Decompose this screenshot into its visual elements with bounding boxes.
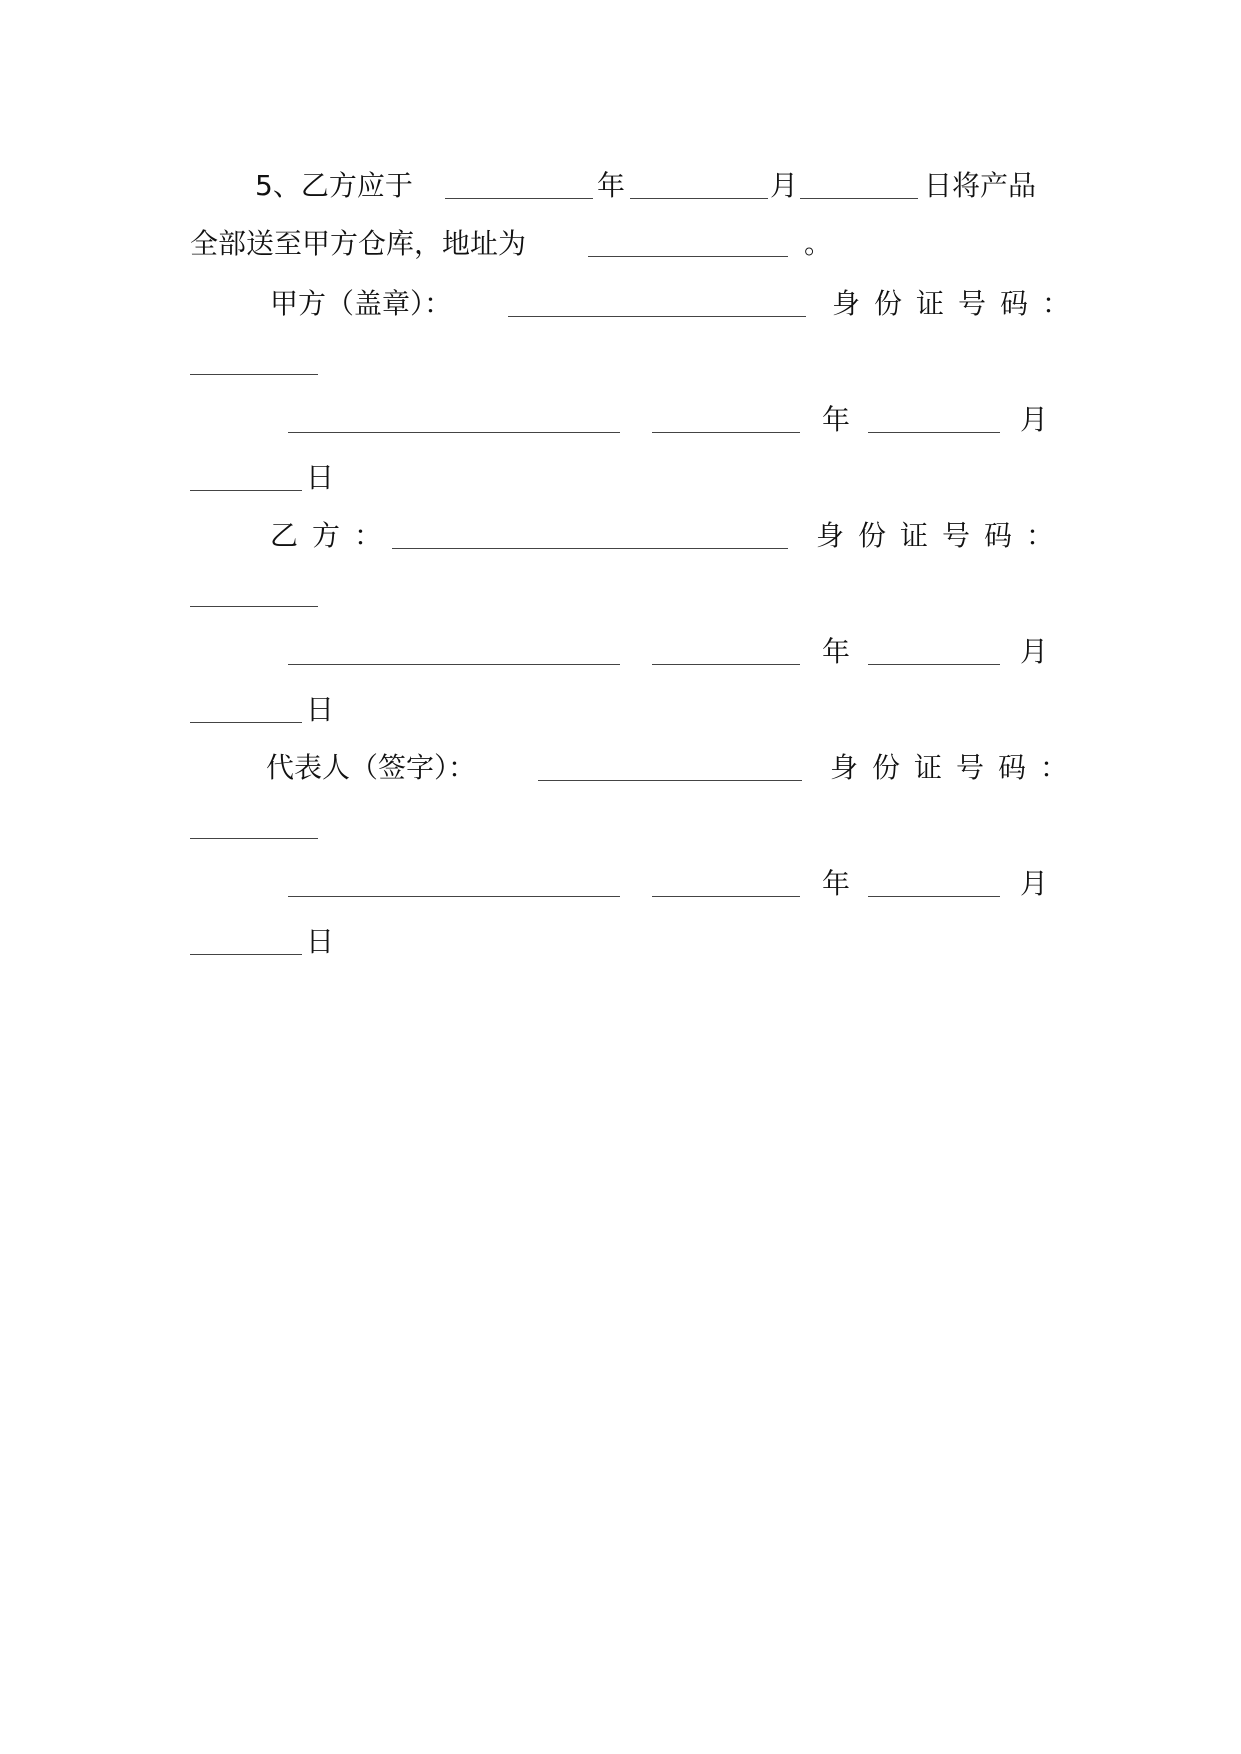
party-a-year-blank	[652, 432, 800, 433]
clause5-year-blank	[445, 198, 593, 199]
party-a-id-label: 身份证号码：	[832, 287, 1085, 320]
representative-sign2-blank	[288, 896, 620, 897]
clause5-address-blank	[588, 256, 788, 257]
party-b-month-blank	[868, 664, 1000, 665]
clause5-text-start: 5、乙方应于	[255, 169, 413, 202]
clause5-day-blank	[800, 198, 918, 199]
party-b-name-blank	[392, 548, 788, 549]
representative-id-label: 身份证号码：	[830, 751, 1083, 784]
clause5-month-label: 月	[770, 169, 799, 202]
party-a-seal-blank	[508, 316, 806, 317]
party-b-id-label: 身份证号码：	[816, 519, 1069, 552]
clause5-year-label: 年	[597, 169, 626, 202]
party-b-year-blank	[652, 664, 800, 665]
party-b-day-label: 日	[306, 693, 335, 726]
clause5-month-blank	[630, 198, 768, 199]
party-a-month-blank	[868, 432, 1000, 433]
party-b-year-label: 年	[822, 635, 851, 668]
party-b-sign-blank	[288, 664, 620, 665]
clause5-line2-text: 全部送至甲方仓库，地址为	[190, 227, 527, 260]
representative-day-blank	[190, 954, 302, 955]
party-b-month-label: 月	[1020, 635, 1049, 668]
clause5-rest: 日将产品	[924, 169, 1037, 202]
party-a-day-label: 日	[306, 461, 335, 494]
representative-year-blank	[652, 896, 800, 897]
clause5-line2-end: 。	[804, 227, 833, 260]
representative-sign-blank	[538, 780, 802, 781]
representative-month-label: 月	[1020, 867, 1049, 900]
party-a-day-blank	[190, 490, 302, 491]
party-a-id-blank	[190, 374, 318, 375]
representative-id-blank	[190, 838, 318, 839]
party-b-label: 乙方：	[270, 519, 397, 552]
representative-day-label: 日	[306, 925, 335, 958]
representative-year-label: 年	[822, 867, 851, 900]
party-b-day-blank	[190, 722, 302, 723]
representative-label: 代表人（签字）：	[266, 751, 477, 784]
party-a-year-label: 年	[822, 403, 851, 436]
party-a-label: 甲方（盖章）：	[270, 287, 453, 320]
party-a-month-label: 月	[1020, 403, 1049, 436]
party-a-sign-blank	[288, 432, 620, 433]
party-b-id-blank	[190, 606, 318, 607]
representative-month-blank	[868, 896, 1000, 897]
